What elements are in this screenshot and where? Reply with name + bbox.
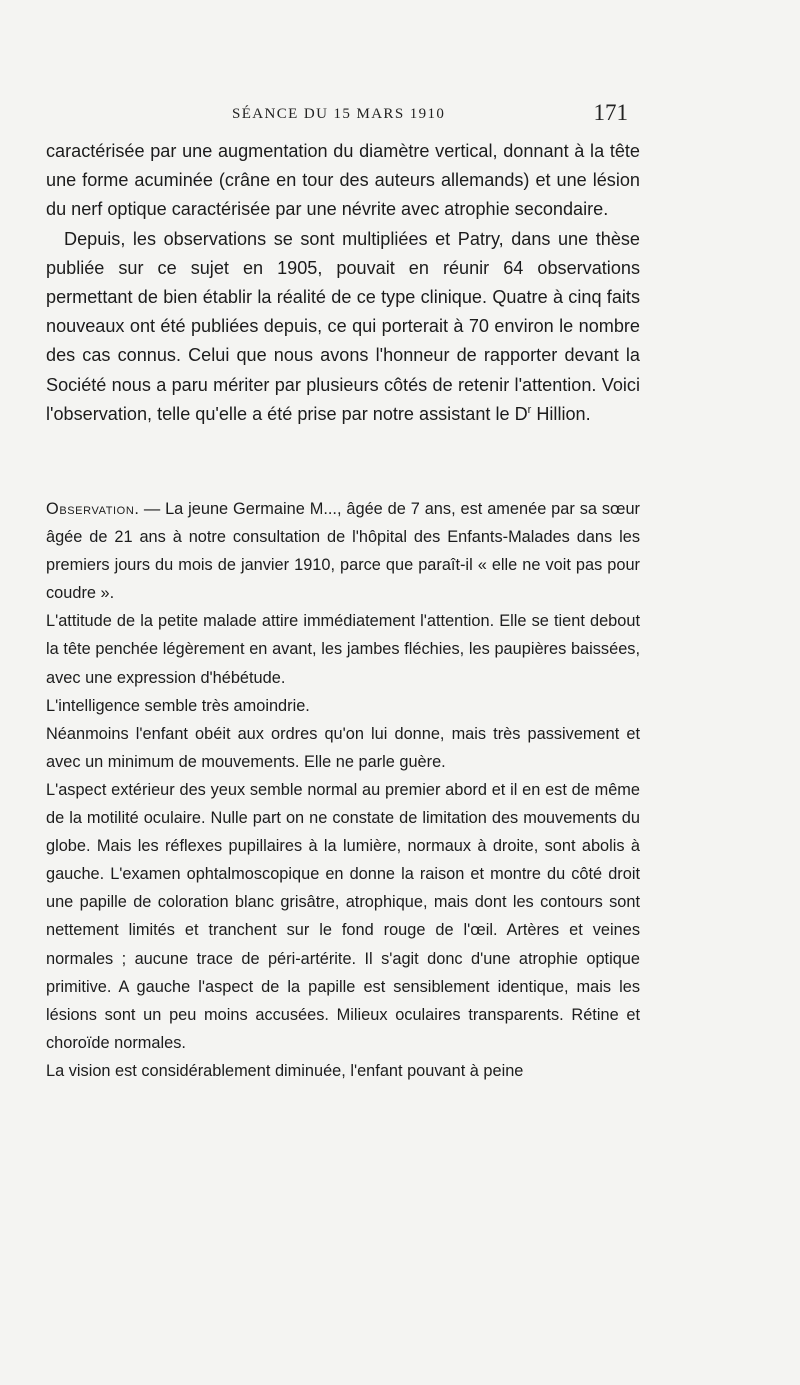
body-paragraph-2-part-2: Hillion. [531, 403, 591, 424]
body-paragraph-2 [46, 225, 640, 429]
page-number: 171 [593, 100, 628, 125]
body-paragraph-1: caractérisée par une augmentation du diamètre vertical, donnant à la tête une forme acuminée (crâne en tour des auteurs allemands) et une lésion du nerf optique caractérisée par une névrite avec atrophie secondaire. [46, 141, 640, 220]
observation-paragraph-6: La vision est considérablement diminuée, l'enfant pouvant à peine [46, 1061, 524, 1080]
observation-paragraph-4: Néanmoins l'enfant obéit aux ordres qu'on lui donne, mais très passivement et avec un minimum de mouvements. Elle ne parle guère. [46, 724, 640, 771]
observation-section [46, 495, 640, 1085]
observation-paragraph-5: L'aspect extérieur des yeux semble normal au premier abord et il en est de même de la motilité oculaire. Nulle part on ne constate de limitation des mouvements du globe. Mais les réflexes pupillaires à la lumière, normaux à droite, sont abolis à gauche. L'examen ophtalmoscopique en donne la raison et montre du côté droit une papille de coloration blanc grisâtre, atrophique, mais dont les contours sont nettement limités et tranchent sur le fond rouge de l'œil. Artères et veines normales ; aucune trace de péri-artérite. Il s'agit donc d'une atrophie optique primitive. A gauche l'aspect de la papille est sensiblement identique, mais les lésions sont un peu moins accusées. Milieux oculaires transparents. Rétine et choroïde normales. [46, 780, 640, 1052]
running-head [46, 100, 640, 130]
body-paragraph-2-part-1: Depuis, les observations se sont multipliées et Patry, dans une thèse publiée sur ce sujet en 1905, pouvait en réunir 64 observations permettant de bien établir la réalité de ce type clinique. Quatre à cinq faits nouveaux ont été publiées depuis, ce qui porterait à 70 environ le nombre des cas connus. Celui que nous avons l'honneur de rapporter devant la Société nous a paru mériter par plusieurs côtés de retenir l'attention. Voici l'observation, telle qu'elle a été prise par notre assistant le D [46, 228, 640, 424]
observation-paragraph-1-text: . — La jeune Germaine M..., âgée de 7 ans, est amenée par sa sœur âgée de 21 ans à notre consultation de l'hôpital des Enfants-Malades dans les premiers jours du mois de janvier 1910, parce que paraît-il « elle ne voit pas pour coudre ». [46, 500, 640, 603]
doctor-abbreviation-superscript: r [527, 403, 532, 416]
header-title: SÉANCE DU 15 MARS 1910 [232, 106, 446, 122]
body-text [46, 137, 640, 429]
observation-paragraph-3: L'intelligence semble très amoindrie. [46, 696, 310, 715]
observation-label: Observation [46, 500, 135, 518]
observation-paragraph-2: L'attitude de la petite malade attire immédiatement l'attention. Elle se tient debout la tête penchée légèrement en avant, les jambes fléchies, les paupières baissées, avec une expression d'hébétude. [46, 612, 640, 687]
observation-paragraph-1 [46, 495, 640, 607]
